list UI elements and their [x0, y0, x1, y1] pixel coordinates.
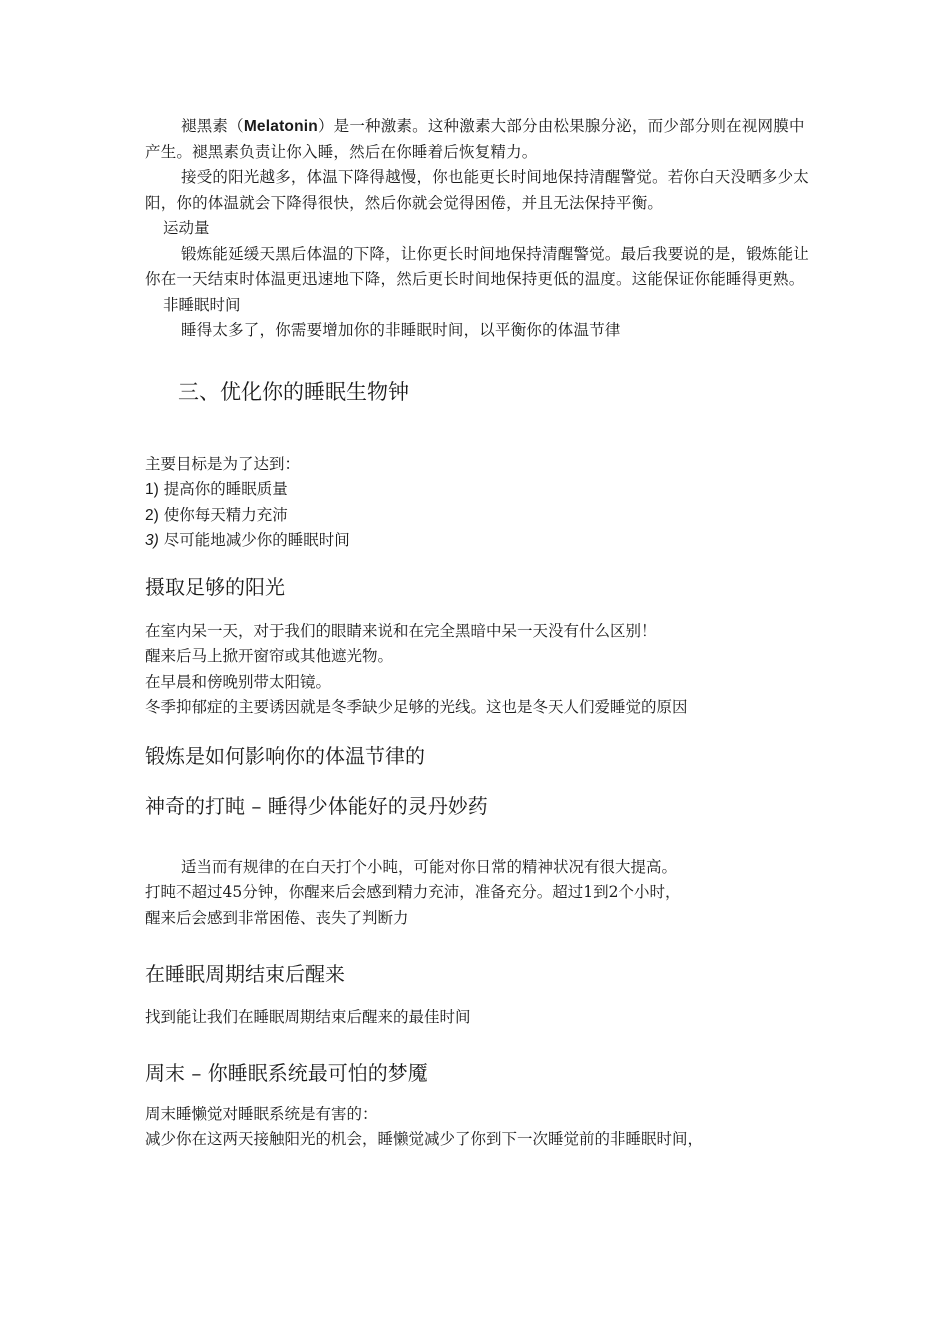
sunlight-heading: 摄取足够的阳光 — [145, 574, 285, 599]
goal-text-1: 提高你的睡眠质量 — [163, 480, 288, 498]
awake-time-subheading: 非睡眠时间 — [163, 295, 241, 314]
para1-after: ）是一种激素。这种激素大部分由松果腺分泌，而少部分则在视网膜中产生。褪黑素负责让你入睡，然后在你睡着后恢复精力。 — [145, 117, 805, 161]
weekend-heading: 周末 – 你睡眠系统最可怕的梦魇 — [145, 1060, 428, 1085]
goals-intro: 主要目标是为了达到： — [145, 454, 301, 473]
exercise-rhythm-heading: 锻炼是如何影响你的体温节律的 — [145, 743, 425, 768]
goal-number-1: 1) — [145, 481, 159, 498]
sunlight-line-1: 在室内呆一天，对于我们的眼睛来说和在完全黑暗中呆一天没有什么区别！ — [145, 621, 657, 640]
section3-heading: 三、优化你的睡眠生物钟 — [178, 379, 409, 404]
goal-text-2: 使你每天精力充沛 — [163, 505, 288, 524]
document-body — [145, 114, 809, 1153]
goal-item-1 — [145, 477, 809, 503]
sunlight-line-3: 在早晨和傍晚别带太阳镜。 — [145, 672, 332, 691]
sunlight-line-4: 冬季抑郁症的主要诱因就是冬季缺少足够的光线。这也是冬天人们爱睡觉的原因 — [145, 698, 688, 716]
nap-line-2: 打盹不超过45分钟，你醒来后会感到精力充沛，准备充分。超过1到2个小时， — [145, 883, 681, 901]
nap-heading: 神奇的打盹 – 睡得少体能好的灵丹妙药 — [145, 793, 488, 818]
sunlight-line-2: 醒来后马上掀开窗帘或其他遮光物。 — [145, 647, 394, 665]
nap-line-3: 醒来后会感到非常困倦、丧失了判断力 — [145, 908, 409, 927]
exercise-subheading: 运动量 — [163, 219, 210, 237]
sunlight-body-temp-paragraph: 接受的阳光越多，体温下降得越慢，你也能更长时间地保持清醒警觉。若你白天没晒多少太阳，你的体温就会下降得很快，然后你就会觉得困倦，并且无法保持平衡。 — [145, 168, 810, 212]
sleep-cycle-heading: 在睡眠周期结束后醒来 — [145, 962, 345, 986]
goal-item-3 — [145, 528, 809, 554]
melatonin-paragraph — [145, 114, 809, 165]
goal-number-3: 3) — [145, 532, 159, 549]
melatonin-term: Melatonin — [243, 118, 318, 135]
weekend-line-1: 周末睡懒觉对睡眠系统是有害的： — [145, 1104, 378, 1123]
goal-text-3: 尽可能地减少你的睡眠时间 — [163, 531, 350, 549]
exercise-paragraph: 锻炼能延缓天黑后体温的下降，让你更长时间地保持清醒警觉。最后我要说的是，锻炼能让你在一天结束时体温更迅速地下降，然后更长时间地保持更低的温度。这能保证你能睡得更熟。 — [145, 244, 810, 288]
goal-number-2: 2) — [145, 506, 159, 524]
weekend-line-2: 减少你在这两天接触阳光的机会，睡懒觉减少了你到下一次睡觉前的非睡眠时间， — [145, 1130, 704, 1148]
awake-time-paragraph: 睡得太多了，你需要增加你的非睡眠时间，以平衡你的体温节律 — [181, 321, 621, 339]
sleep-cycle-line: 找到能让我们在睡眠周期结束后醒来的最佳时间 — [145, 1008, 471, 1026]
goal-item-2 — [145, 503, 809, 529]
para1-before: 褪黑素（ — [181, 117, 244, 135]
nap-line-1: 适当而有规律的在白天打个小盹，可能对你日常的精神状况有很大提高。 — [181, 857, 678, 876]
